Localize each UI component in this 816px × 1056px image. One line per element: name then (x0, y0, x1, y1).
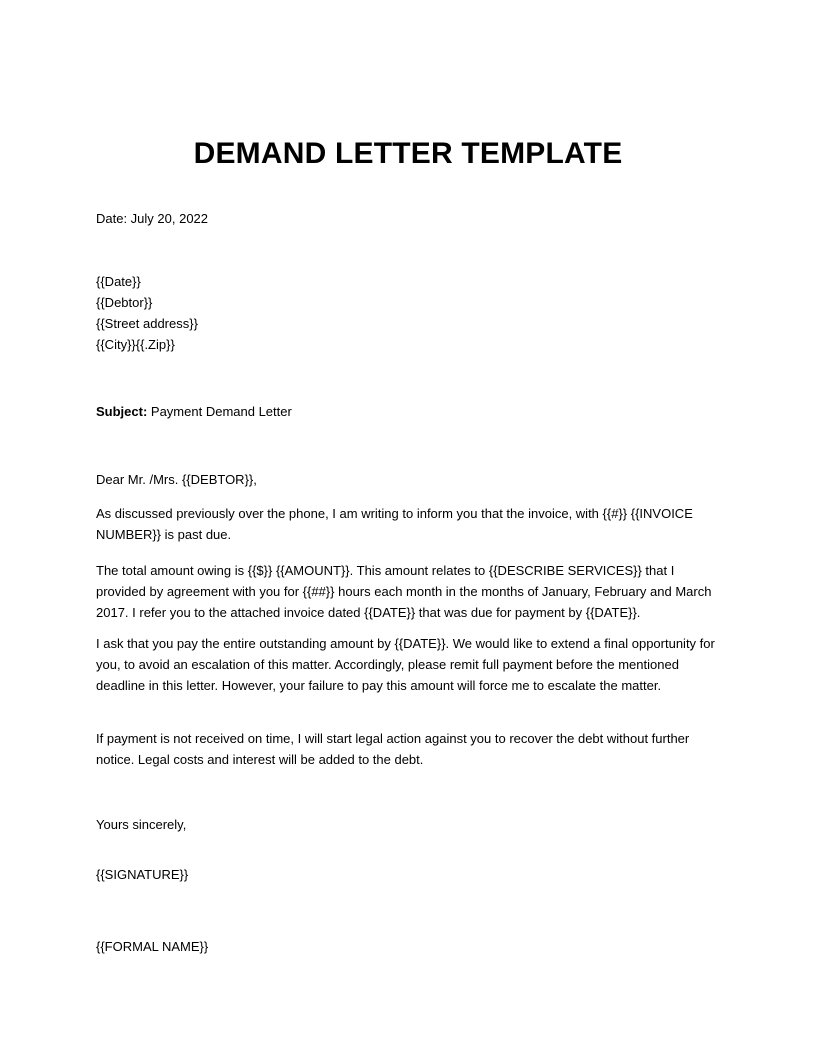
address-line-date: {{Date}} (96, 274, 141, 289)
body-paragraph: I ask that you pay the entire outstanding amount by {{DATE}}. We would like to extend a final opportunity for you, to avoid an escalation of this matter. Accordingly, please remit full payment before the mentioned deadline in this letter. However, your failure to pay this amount will force me to escalate the matter. (96, 636, 715, 693)
subject-line (96, 401, 720, 422)
subject-label: Subject: (96, 404, 148, 419)
signature-placeholder: {{SIGNATURE}} (96, 867, 189, 882)
closing: Yours sincerely, (96, 817, 187, 832)
recipient-address-block (96, 271, 720, 355)
body-paragraph: If payment is not received on time, I will start legal action against you to recover the debt without further notice. Legal costs and interest will be added to the debt. (96, 731, 690, 767)
formal-name-placeholder: {{FORMAL NAME}} (96, 939, 209, 954)
address-line-debtor: {{Debtor}} (96, 295, 153, 310)
letter-date: Date: July 20, 2022 (96, 211, 209, 226)
subject-value: Payment Demand Letter (147, 404, 292, 419)
salutation: Dear Mr. /Mrs. {{DEBTOR}}, (96, 472, 257, 487)
body-paragraph: The total amount owing is {{$}} {{AMOUNT}}. This amount relates to {{DESCRIBE SERVICES}} that I provided by agreement with you for {{##}} hours each month in the months of January, February and March 2017. I refer you to the attached invoice dated {{DATE}} that was due for payment by {{DATE}}. (96, 563, 712, 620)
address-line-city-zip: {{City}}{{.Zip}} (96, 337, 175, 352)
address-line-street: {{Street address}} (96, 316, 198, 331)
body-paragraph: As discussed previously over the phone, I am writing to inform you that the invoice, with {{#}} {{INVOICE NUMBER}} is past due. (96, 506, 693, 542)
page-title: DEMAND LETTER TEMPLATE (193, 137, 623, 170)
